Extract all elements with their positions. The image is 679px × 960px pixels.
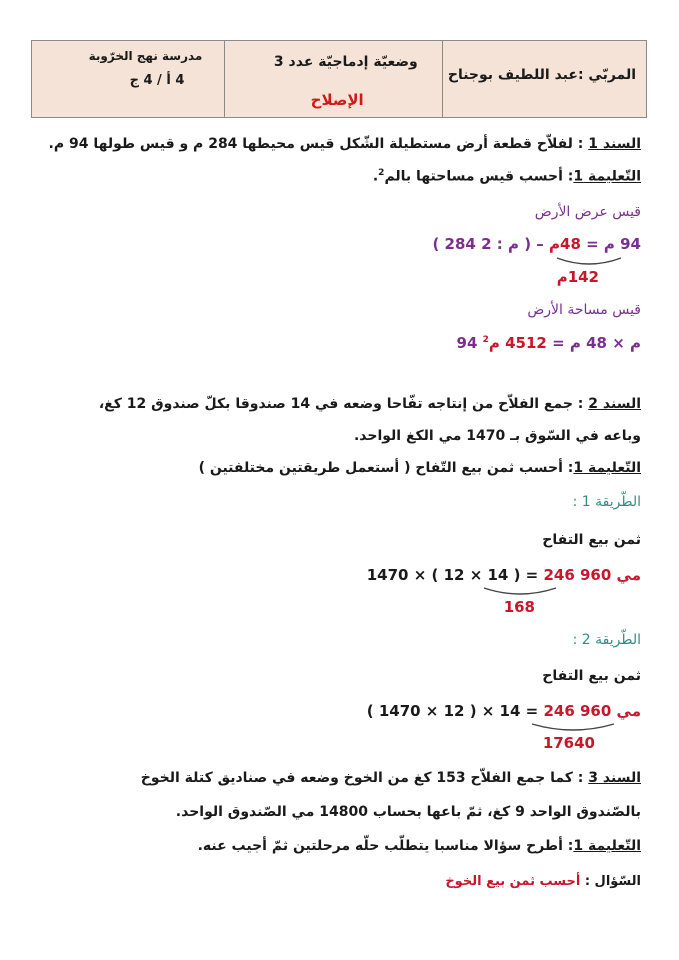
sanad-2-line-1 bbox=[99, 396, 641, 412]
correction-label: الإصلاح bbox=[310, 91, 364, 109]
header-school-cell bbox=[32, 41, 224, 117]
instruction-1-end: . bbox=[372, 168, 379, 185]
width-eq-open: ( 284 م : bbox=[432, 235, 519, 253]
width-eq-close: ) – 94 م = bbox=[518, 235, 641, 253]
width-eq-result: 48م bbox=[549, 235, 581, 253]
instruction-1-label: التّعليمة 1 bbox=[573, 168, 641, 185]
method-2-eq-d: 12 bbox=[443, 702, 465, 720]
instruction-1 bbox=[373, 168, 641, 185]
method-1-eq-b: 12 bbox=[443, 566, 465, 584]
method-2-equation bbox=[367, 702, 641, 720]
instruction-1-sup: 2 bbox=[378, 168, 385, 178]
area-equation bbox=[457, 334, 641, 352]
method-2-eq-c: × bbox=[420, 702, 444, 720]
width-heading: قيس عرض الأرض bbox=[534, 204, 641, 220]
method-2-heading: ثمن بيع التفاح bbox=[542, 668, 641, 684]
header-teacher-cell bbox=[442, 41, 646, 117]
width-equation bbox=[432, 235, 641, 253]
school-name: مدرسة نهج الخرّوبة bbox=[88, 49, 203, 63]
area-eq-result: 4512 م bbox=[488, 334, 547, 352]
sanad-1-text: : لفلاّح قطعة أرض مستطيلة الشّكل قيس محيطها 284 م و قيس طولها 94 م. bbox=[48, 136, 589, 152]
method-2-eq-a: ( bbox=[366, 702, 379, 720]
header-title-cell bbox=[224, 41, 441, 117]
instruction-2 bbox=[199, 460, 641, 476]
sanad-3-label: السند 3 bbox=[588, 770, 641, 786]
area-eq-main: 94 م × 48 م = bbox=[456, 334, 641, 352]
method-2-label: الطّريقة 2 : bbox=[572, 632, 641, 648]
instruction-3 bbox=[198, 838, 641, 854]
width-subresult: 142م bbox=[556, 268, 599, 286]
method-2-eq-e: ) × 14 = bbox=[464, 702, 544, 720]
method-1-eq-e: ) = bbox=[508, 566, 544, 584]
area-heading: قيس مساحة الأرض bbox=[527, 302, 641, 318]
question-label: السّؤال : bbox=[580, 874, 641, 889]
instruction-3-label: التّعليمة 1 bbox=[573, 838, 641, 854]
question-text: أحسب ثمن بيع الخوخ bbox=[445, 874, 581, 889]
method-1-label: الطّريقة 1 : bbox=[572, 494, 641, 510]
method-2-eq-b: 1470 bbox=[378, 702, 421, 720]
width-eq-two: 2 bbox=[481, 235, 492, 253]
area-eq-sup: 2 bbox=[482, 335, 489, 345]
sanad-2-text-1: : جمع الفلاّح من إنتاجه تفّاحا وضعه في 14 صندوقا بكلّ صندوق 12 كغ، bbox=[98, 396, 589, 412]
method-1-eq-a: 1470 × ( bbox=[366, 566, 444, 584]
sanad-1 bbox=[49, 136, 641, 152]
sanad-3-line-1 bbox=[141, 770, 641, 786]
instruction-2-text: : أحسب ثمن بيع التّفاح ( أستعمل طريقتين مختلفتين ) bbox=[198, 460, 574, 476]
instruction-1-text: : أحسب قيس مساحتها بالم bbox=[384, 168, 574, 185]
method-1-eq-c: × bbox=[464, 566, 488, 584]
instruction-2-label: التّعليمة 1 bbox=[573, 460, 641, 476]
header-table bbox=[31, 40, 647, 118]
sanad-2-line-2: وباعه في السّوق بـ 1470 مي الكغ الواحد. bbox=[353, 428, 641, 444]
worksheet-title: وضعيّة إدماجيّة عدد 3 bbox=[273, 54, 418, 70]
teacher-name: المربّي :عبد اللطيف بوجناح bbox=[447, 67, 636, 83]
method-1-heading: ثمن بيع التفاح bbox=[542, 532, 641, 548]
method-1-eq-result: 246 960 مي bbox=[543, 566, 641, 584]
method-1-equation bbox=[367, 566, 641, 584]
method-2-subresult: 17640 bbox=[542, 734, 595, 752]
class-name: 4 أ / 4 ج bbox=[129, 73, 185, 88]
method-1-eq-d: 14 bbox=[487, 566, 509, 584]
method-2-eq-result: 246 960 مي bbox=[543, 702, 641, 720]
method-1-subresult: 168 bbox=[503, 598, 535, 616]
sanad-3-text-1: : كما جمع الفلاّح 153 كغ من الخوخ وضعه في صناديق كتلة الخوخ bbox=[140, 770, 589, 786]
question-line bbox=[445, 874, 641, 889]
sanad-2-label: السند 2 bbox=[588, 396, 641, 412]
sanad-1-label: السند 1 bbox=[588, 136, 641, 152]
sanad-3-line-2: بالصّندوق الواحد 9 كغ، ثمّ باعها بحساب 14800 مي الصّندوق الواحد. bbox=[175, 804, 641, 820]
instruction-3-text: : أطرح سؤالا مناسبا يتطلّب حلّه مرحلتين ثمّ أجيب عنه. bbox=[197, 838, 574, 854]
